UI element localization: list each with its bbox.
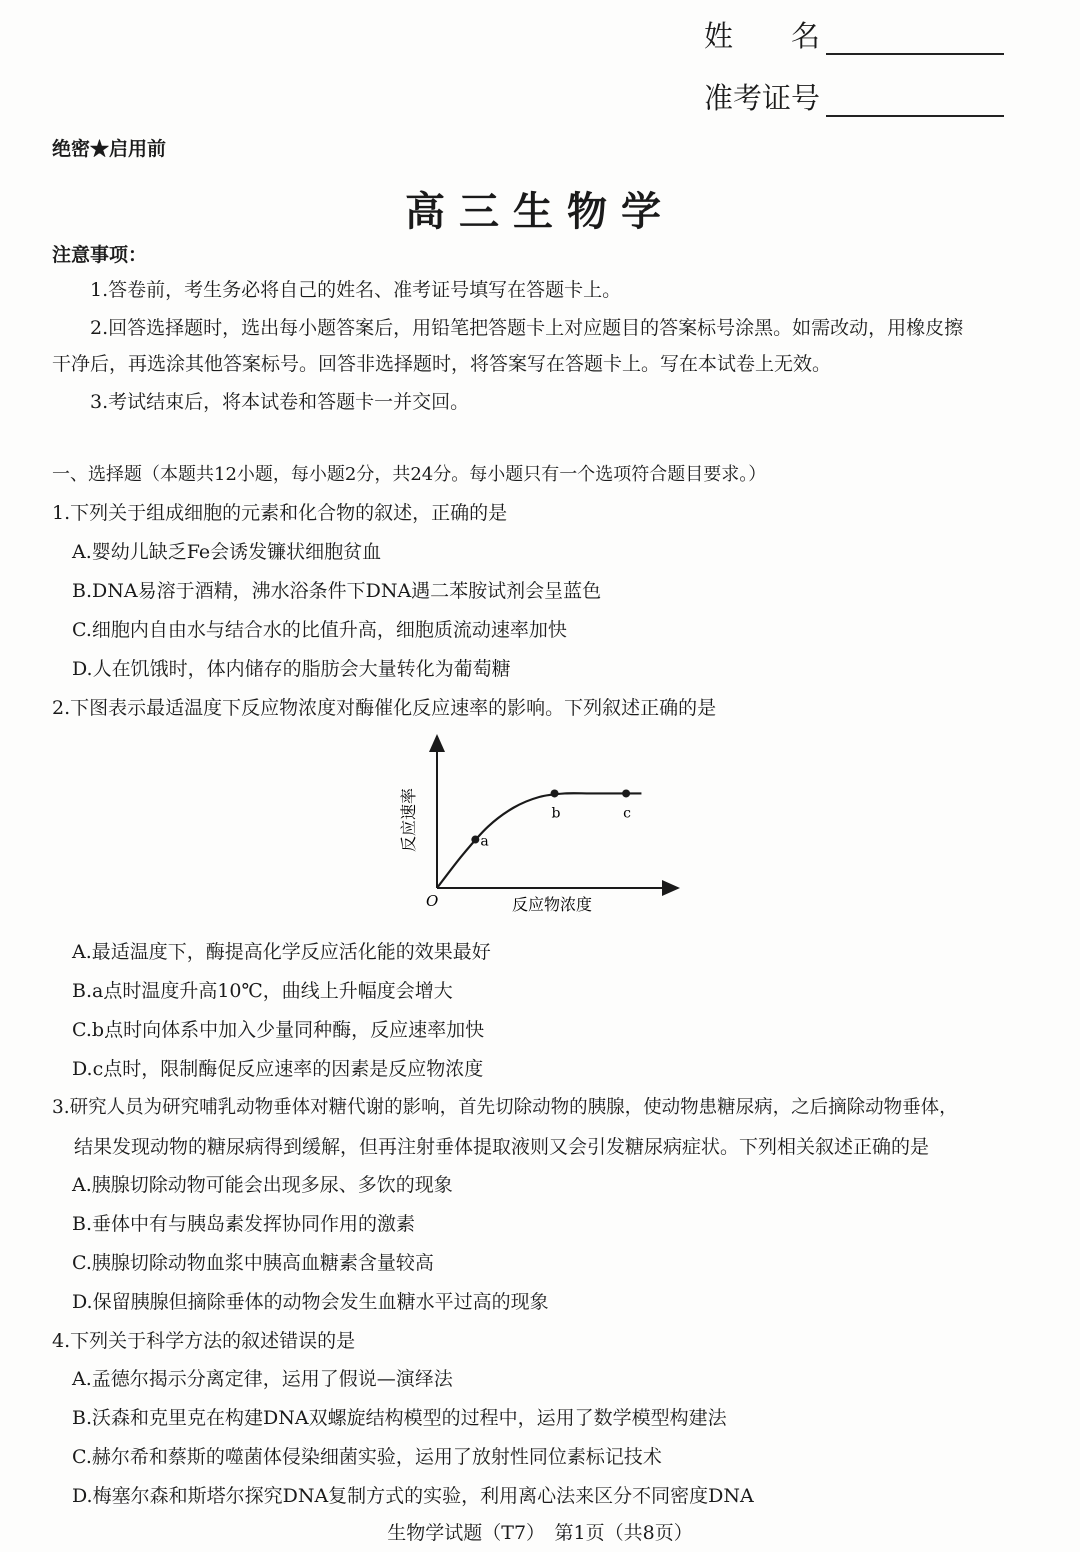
- notice-item: 2.回答选择题时，选出每小题答案后，用铅笔把答题卡上对应题目的答案标号涂黑。如需改动，用橡皮擦: [90, 317, 964, 339]
- q3-option-b: B.垂体中有与胰岛素发挥协同作用的激素: [72, 1213, 416, 1235]
- q4-option-a: A.孟德尔揭示分离定律，运用了假说—演绎法: [72, 1368, 453, 1390]
- question-2-stem: 2.下图表示最适温度下反应物浓度对酶催化反应速率的影响。下列叙述正确的是: [52, 697, 717, 719]
- page-title: 高三生物学: [405, 188, 675, 235]
- notice-heading: 注意事项：: [52, 244, 148, 266]
- exam-id-blank[interactable]: [826, 89, 1004, 117]
- notice-item: 1.答卷前，考生务必将自己的姓名、准考证号填写在答题卡上。: [90, 279, 622, 301]
- q1-option-b: B.DNA易溶于酒精，沸水浴条件下DNA遇二苯胺试剂会呈蓝色: [72, 580, 602, 602]
- question-3-stem-cont: 结果发现动物的糖尿病得到缓解，但再注射垂体提取液则又会引发糖尿病症状。下列相关叙述正确的是: [74, 1136, 930, 1158]
- q2-option-b: B.a点时温度升高10℃，曲线上升幅度会增大: [72, 980, 453, 1002]
- name-label: 姓 名: [704, 19, 821, 53]
- q2-option-a: A.最适温度下，酶提高化学反应活化能的效果最好: [72, 941, 491, 963]
- point-c: [622, 789, 630, 797]
- notice-item: 干净后，再选涂其他答案标号。回答非选择题时，将答案写在答题卡上。写在本试卷上无效。: [52, 353, 832, 375]
- point-a: [471, 836, 479, 844]
- question-4-stem: 4.下列关于科学方法的叙述错误的是: [52, 1330, 356, 1352]
- q4-option-b: B.沃森和克里克在构建DNA双螺旋结构模型的过程中，运用了数学模型构建法: [72, 1407, 727, 1429]
- q1-option-d: D.人在饥饿时，体内储存的脂肪会大量转化为葡萄糖: [72, 658, 511, 680]
- q3-option-c: C.胰腺切除动物血浆中胰高血糖素含量较高: [72, 1252, 434, 1274]
- x-axis-label: 反应物浓度: [511, 895, 593, 914]
- q1-option-a: A.婴幼儿缺乏Fe会诱发镰状细胞贫血: [72, 541, 382, 563]
- rate-curve: [437, 793, 641, 888]
- q1-option-c: C.细胞内自由水与结合水的比值升高，细胞质流动速率加快: [72, 619, 567, 641]
- exam-id-field: [704, 76, 1004, 117]
- question-1-stem: 1.下列关于组成细胞的元素和化合物的叙述，正确的是: [52, 502, 508, 524]
- point-b: [551, 789, 559, 797]
- page-footer: 生物学试题（T7） 第1页（共8页）: [387, 1522, 693, 1544]
- confidential-mark: 绝密★启用前: [52, 138, 167, 160]
- q2-option-d: D.c点时，限制酶促反应速率的因素是反应物浓度: [72, 1058, 484, 1080]
- q3-option-d: D.保留胰腺但摘除垂体的动物会发生血糖水平过高的现象: [72, 1291, 549, 1313]
- point-label-b: b: [551, 805, 561, 822]
- q4-option-c: C.赫尔希和蔡斯的噬菌体侵染细菌实验，运用了放射性同位素标记技术: [72, 1446, 662, 1468]
- q2-option-c: C.b点时向体系中加入少量同种酶，反应速率加快: [72, 1019, 485, 1041]
- name-field: [704, 14, 1004, 55]
- origin-label: O: [426, 892, 439, 910]
- y-axis-label: 反应速率: [399, 787, 418, 853]
- exam-id-label: 准考证号: [704, 81, 821, 115]
- question-3-stem: 3.研究人员为研究哺乳动物垂体对糖代谢的影响，首先切除动物的胰腺，使动物患糖尿病，之后摘除动物垂体，: [52, 1097, 958, 1118]
- q3-option-a: A.胰腺切除动物可能会出现多尿、多饮的现象: [72, 1174, 453, 1196]
- point-label-c: c: [623, 805, 631, 822]
- point-label-a: a: [480, 833, 489, 850]
- reaction-rate-chart: [380, 728, 700, 918]
- q4-option-d: D.梅塞尔森和斯塔尔探究DNA复制方式的实验，利用离心法来区分不同密度DNA: [72, 1485, 754, 1507]
- section-heading: 一、选择题（本题共12小题，每小题2分，共24分。每小题只有一个选项符合题目要求。）: [52, 464, 767, 485]
- name-blank[interactable]: [826, 27, 1004, 55]
- notice-item: 3.考试结束后，将本试卷和答题卡一并交回。: [90, 391, 470, 413]
